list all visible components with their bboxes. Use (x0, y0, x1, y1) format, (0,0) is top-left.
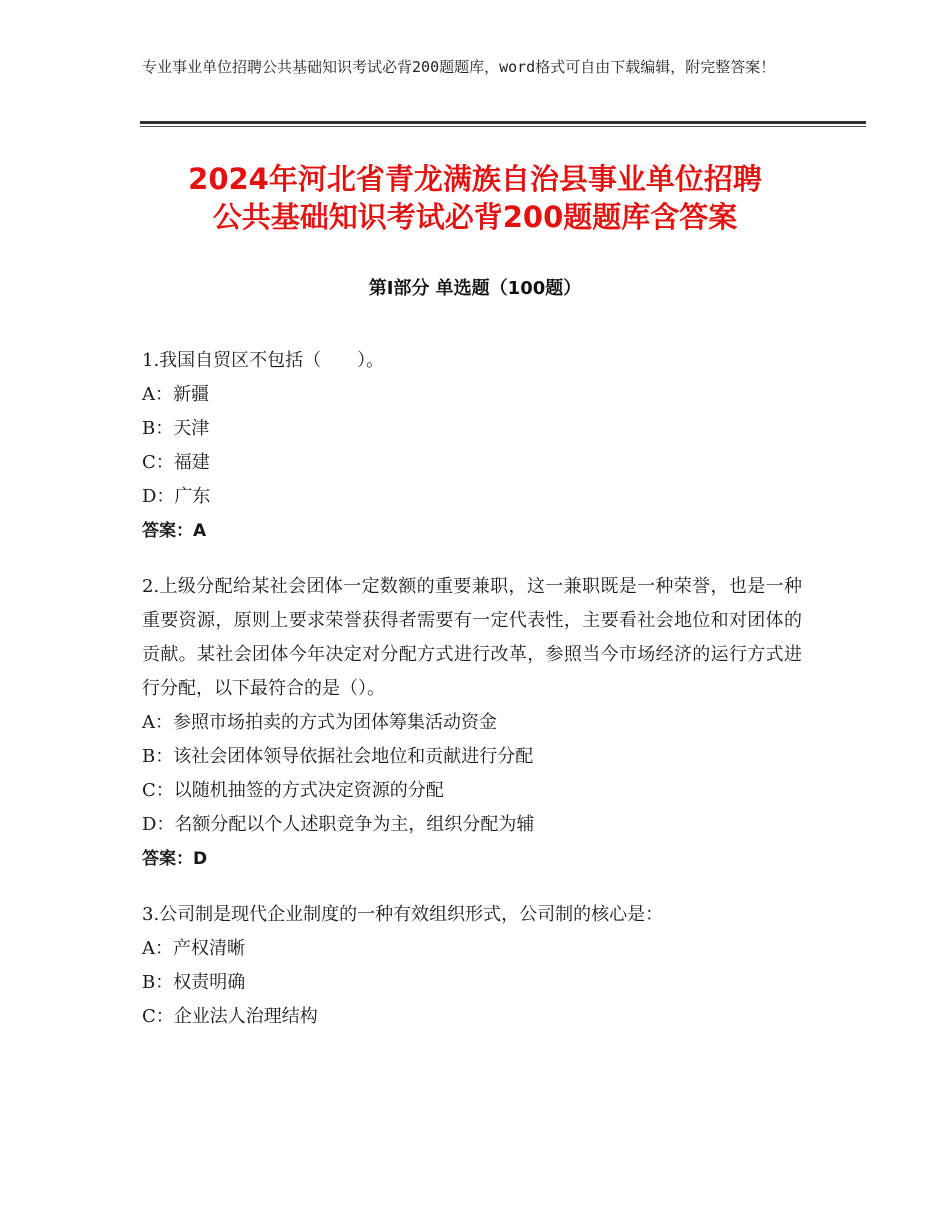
header-note: 专业事业单位招聘公共基础知识考试必背200题题库，word格式可自由下载编辑，附完整答案！ (142, 58, 776, 76)
question-option-b: B：该社会团体领导依据社会地位和贡献进行分配 (142, 746, 534, 767)
question-stem: 3.公司制是现代企业制度的一种有效组织形式，公司制的核心是： (142, 904, 664, 925)
question-stem: 1.我国自贸区不包括（ ）。 (142, 350, 385, 371)
question-answer: 答案：D (142, 849, 208, 869)
question-option-d: D：名额分配以个人述职竞争为主，组织分配为辅 (142, 814, 535, 835)
question-list (142, 344, 802, 1056)
question-option-b: B：权责明确 (142, 972, 246, 993)
question-2 (142, 570, 802, 876)
document-title-line-1: 2024年河北省青龙满族自治县事业单位招聘 (188, 162, 762, 196)
question-option-c: C：以随机抽签的方式决定资源的分配 (142, 780, 444, 801)
question-option-d: D：广东 (142, 486, 211, 507)
document-title-line-2: 公共基础知识考试必背200题题库含答案 (212, 200, 738, 234)
question-option-c: C：福建 (142, 452, 210, 473)
question-option-c: C：企业法人治理结构 (142, 1006, 318, 1027)
question-option-b: B：天津 (142, 418, 210, 439)
header-rule-thick (140, 121, 866, 124)
question-option-a: A：新疆 (142, 384, 209, 405)
question-stem: 2.上级分配给某社会团体一定数额的重要兼职，这一兼职既是一种荣誉，也是一种重要资源，原则上要求荣誉获得者需要有一定代表性，主要看社会地位和对团体的贡献。某社会团体今年决定对分配方式进行改革，参照当今市场经济的运行方式进行分配，以下最符合的是（）。 (142, 576, 802, 699)
header-rule-thin (140, 126, 866, 127)
question-option-a: A：产权清晰 (142, 938, 245, 959)
question-answer: 答案：A (142, 521, 207, 541)
question-1 (142, 344, 802, 548)
document-title (100, 160, 850, 236)
section-heading: 第Ⅰ部分 单选题（100题） (368, 278, 582, 299)
question-3 (142, 898, 802, 1034)
question-option-a: A：参照市场拍卖的方式为团体筹集活动资金 (142, 712, 497, 733)
